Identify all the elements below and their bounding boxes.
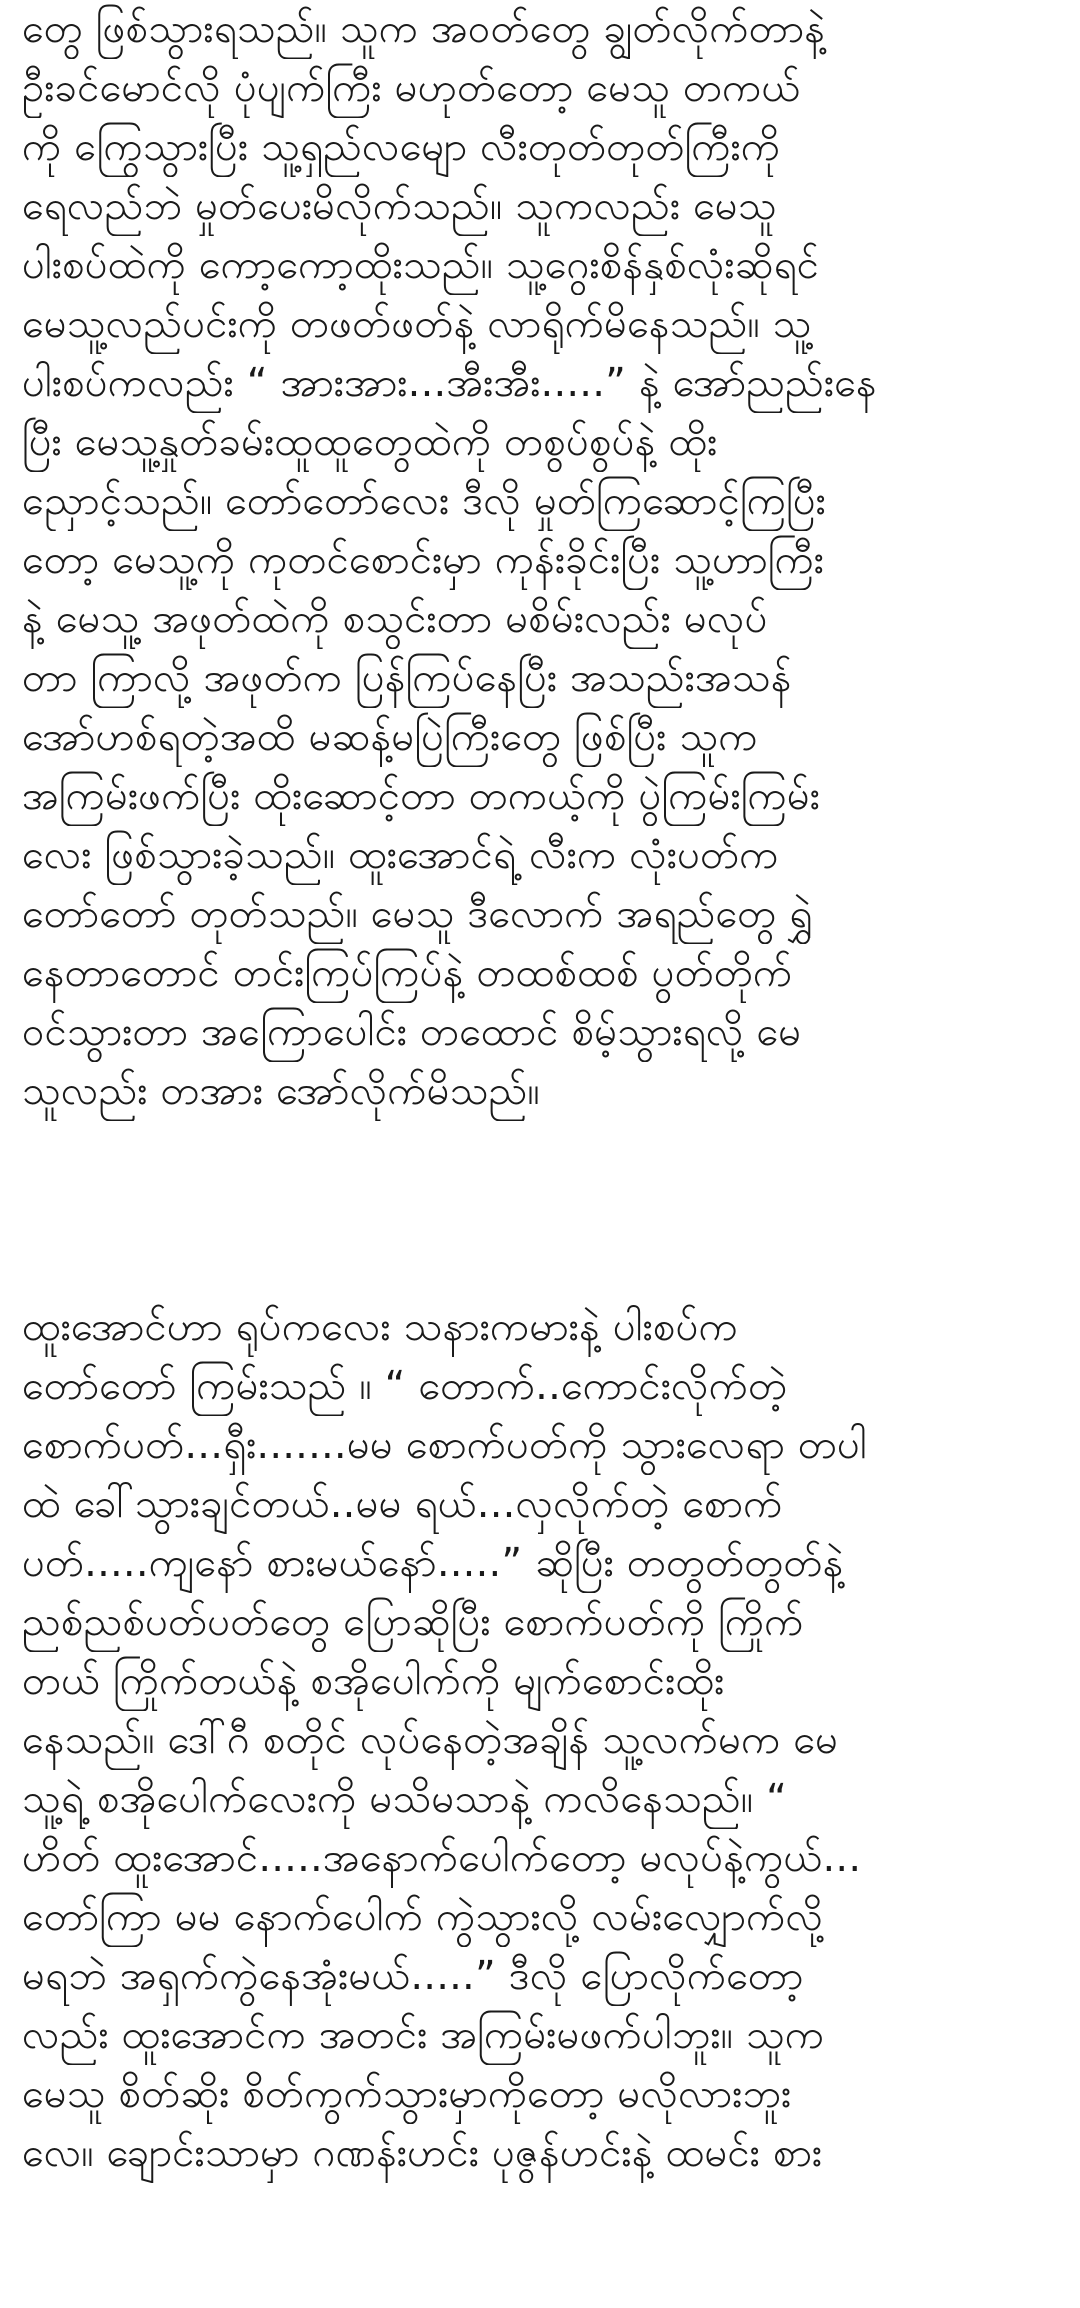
text-line: လည်း ထူးအောင်က အတင်း အကြမ်းမဖက်ပါဘူး။ သူက [22, 2012, 825, 2058]
text-line: ဟိတ် ထူးအောင်.....အနောက်ပေါက်တော့ မလုပ်နဲ့ကွယ်... [22, 1835, 862, 1881]
text-line: ပြီး မေသူ့နှုတ်ခမ်းထူထူတွေထဲကို တစွပ်စွပ်နဲ့ ထိုး [22, 419, 718, 465]
text-line: တာ ကြာလို့ အဖုတ်က ပြန်ကြပ်နေပြီး အသည်းအသန် [22, 655, 792, 701]
text-line: တော်တော် တုတ်သည်။ မေသူ ဒီလောက် အရည်တွေ ရွှဲ [22, 891, 813, 937]
text-line: ကို ကြွေသွားပြီး သူ့ရှည်လမျော လီးတုတ်တုတ်ကြီးကို [22, 124, 781, 170]
text-line: ပါးစပ်ကလည်း “ အားအား...အီးအီး.....” နဲ့ အော်ညည်းနေ [22, 360, 877, 406]
paragraph-2 [22, 1298, 867, 2183]
text-line: ရေလည်ဘဲ မှုတ်ပေးမိလိုက်သည်။ သူကလည်း မေသူ [22, 183, 777, 229]
text-line: ညှောင့်သည်။ တော်တော်လေး ဒီလို မှုတ်ကြဆောင့်ကြပြီး [22, 478, 827, 524]
text-line: သူလည်း တအား အော်လိုက်မိသည်။ [22, 1068, 540, 1114]
text-line: လေ။ ချောင်းသာမှာ ဂဏန်းဟင်း ပုဇွန်ဟင်းနဲ့ ထမင်း စား [22, 2130, 823, 2176]
text-line: အကြမ်းဖက်ပြီး ထိုးဆောင့်တာ တကယ့်ကို ပွဲကြမ်းကြမ်း [22, 773, 821, 819]
text-line: နဲ့ မေသူ့ အဖုတ်ထဲကို စသွင်းတာ မစိမ်းလည်း မလုပ် [22, 596, 768, 642]
text-line: ညစ်ညစ်ပတ်ပတ်တွေ ပြောဆိုပြီး စောက်ပတ်ကို ကြိုက် [22, 1599, 804, 1645]
text-line: ဦးခင်မောင်လို ပုံပျက်ကြီး မဟုတ်တော့ မေသူ တကယ် [22, 65, 801, 111]
text-line: သူ့ရဲ့ စအိုပေါက်လေးကို မသိမသာနဲ့ ကလိနေသည်။ “ [22, 1776, 788, 1822]
paragraph-1 [22, 0, 877, 1121]
text-line: ပတ်.....ကျနော် စားမယ်နော်.....” ဆိုပြီး တတွတ်တွတ်နဲ့ [22, 1540, 844, 1586]
text-line: လေး ဖြစ်သွားခဲ့သည်။ ထူးအောင်ရဲ့ လီးက လုံးပတ်က [22, 832, 779, 878]
text-line: တော့ မေသူ့ကို ကုတင်စောင်းမှာ ကုန်းခိုင်းပြီး သူ့ဟာကြီး [22, 537, 825, 583]
text-line: ထဲ ခေါ်သွားချင်တယ်..မမ ရယ်...လှလိုက်တဲ့ စောက် [22, 1481, 783, 1527]
text-line: ဝင်သွားတာ အကြောပေါင်း တထောင် စိမ့်သွားရလို့ မေ [22, 1009, 802, 1055]
text-line: နေတာတောင် တင်းကြပ်ကြပ်နဲ့ တထစ်ထစ် ပွတ်တိုက် [22, 950, 793, 996]
text-line: မရဘဲ အရှက်ကွဲနေအုံးမယ်.....” ဒီလို ပြောလိုက်တော့ [22, 1953, 804, 1999]
text-line: မေသူ့လည်ပင်းကို တဖတ်ဖတ်နဲ့ လာရိုက်မိနေသည်။ သူ့ [22, 301, 812, 347]
text-line: တော်ကြာ မမ နောက်ပေါက် ကွဲသွားလို့ လမ်းလျှောက်လို့ [22, 1894, 824, 1940]
text-line: ပါးစပ်ထဲကို ကော့ကော့ထိုးသည်။ သူ့ဂွေးစိန်နှစ်လုံးဆိုရင် [22, 242, 820, 288]
text-line: တော်တော် ကြမ်းသည် ။ “ တောက်..ကောင်းလိုက်တဲ့ [22, 1363, 788, 1409]
text-line: စောက်ပတ်...ရှီး.......မမ စောက်ပတ်ကို သွားလေရာ တပါ [22, 1422, 867, 1468]
text-line: မေသူ စိတ်ဆိုး စိတ်ကွက်သွားမှာကိုတော့ မလိုလားဘူး [22, 2071, 792, 2117]
text-line: တွေ ဖြစ်သွားရသည်။ သူက အဝတ်တွေ ချွတ်လိုက်တာနဲ့ [22, 6, 826, 52]
bottom-edge [0, 2288, 1080, 2308]
text-line: တယ် ကြိုက်တယ်နဲ့ စအိုပေါက်ကို မျက်စောင်းထိုး [22, 1658, 725, 1704]
text-line: အော်ဟစ်ရတဲ့အထိ မဆန့်မပြဲကြီးတွေ ဖြစ်ပြီး သူက [22, 714, 758, 760]
text-line: နေသည်။ ဒေါ်ဂီ စတိုင် လုပ်နေတဲ့အချိန် သူ့လက်မက မေ [22, 1717, 839, 1763]
text-line: ထူးအောင်ဟာ ရုပ်ကလေး သနားကမားနဲ့ ပါးစပ်က [22, 1304, 738, 1350]
